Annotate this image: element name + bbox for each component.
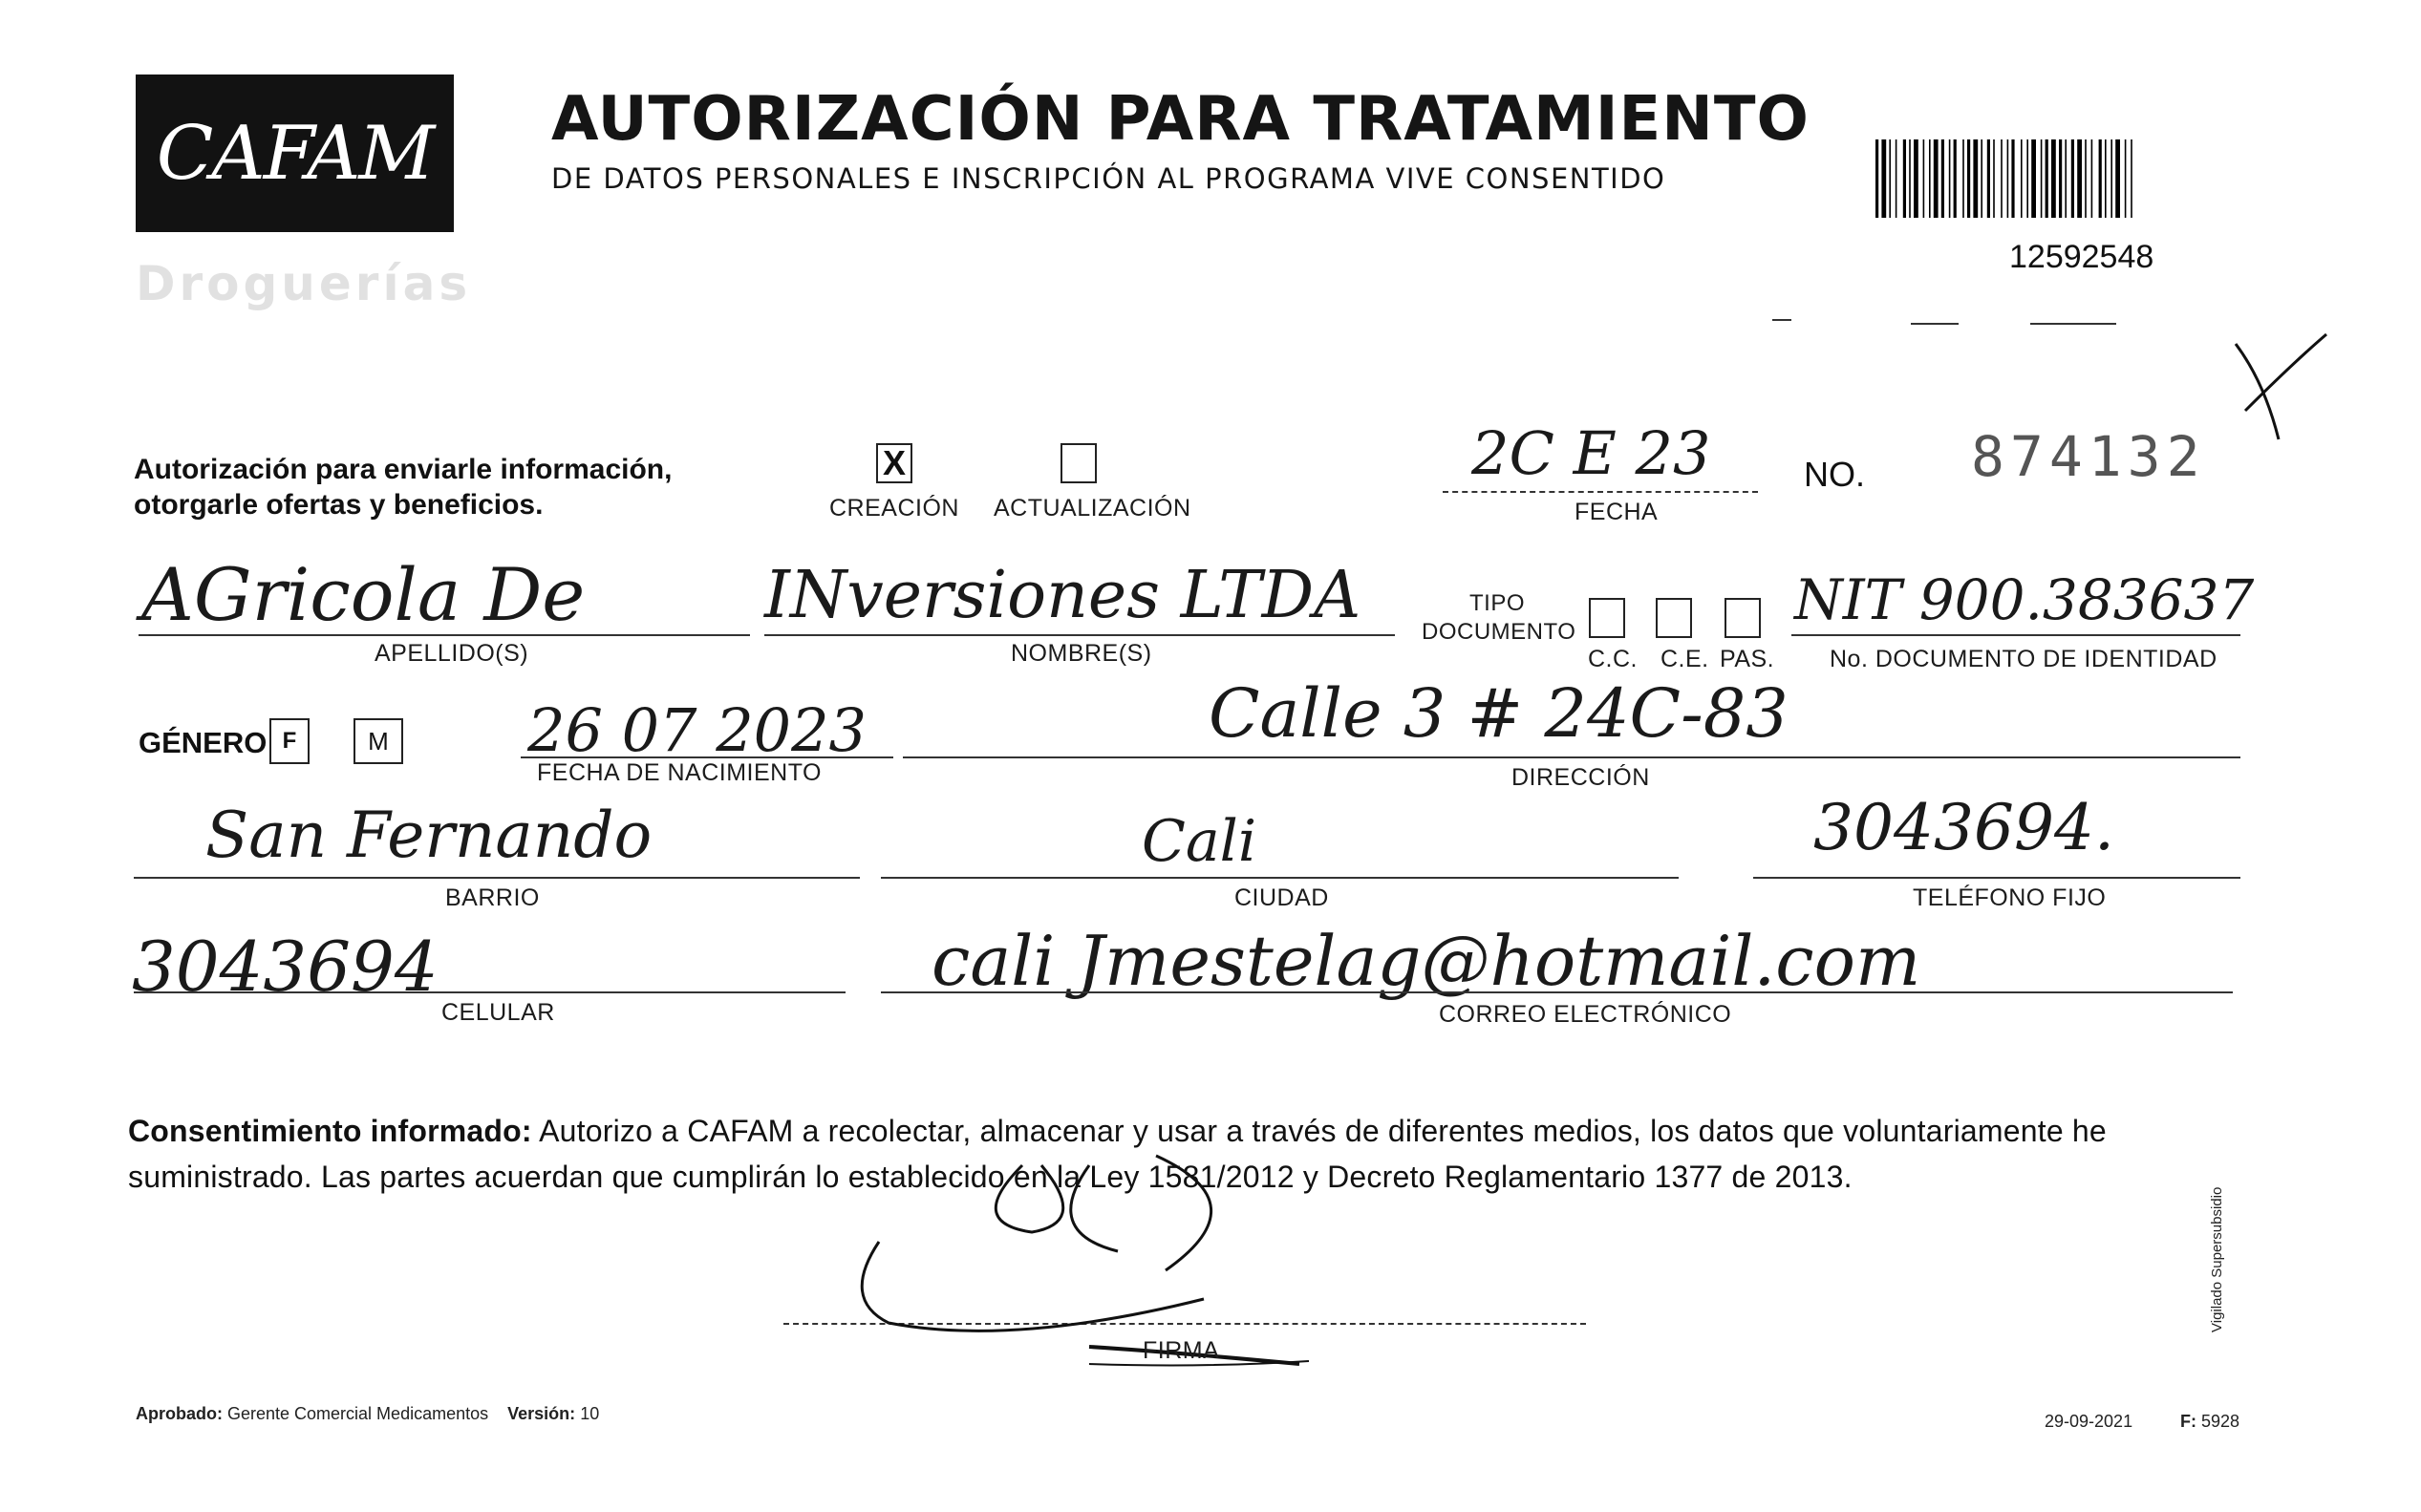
city-label: CIUDAD <box>1234 884 1329 911</box>
form-title: AUTORIZACIÓN PARA TRATAMIENTO <box>551 84 1810 155</box>
surname-label: APELLIDO(S) <box>375 640 529 667</box>
doc-type-label-1: TIPO <box>1469 590 1526 616</box>
address-value: Calle 3 # 24C-83 <box>1209 674 1789 753</box>
date-label: FECHA <box>1575 499 1659 525</box>
divider <box>1911 323 1959 325</box>
creation-check-mark: X <box>882 443 906 482</box>
date-line <box>1443 491 1758 493</box>
surname-line[interactable] <box>139 634 750 636</box>
update-label: ACTUALIZACIÓN <box>994 495 1191 522</box>
footer-approved <box>136 1404 599 1424</box>
email-label: CORREO ELECTRÓNICO <box>1439 1001 1732 1028</box>
authorization-text-1: Autorización para enviarle información, <box>134 454 673 485</box>
update-checkbox[interactable] <box>1061 443 1097 483</box>
gender-m-label: M <box>368 727 389 756</box>
version-label: Versión: <box>507 1404 576 1423</box>
logo-subtitle: Droguerías <box>136 256 472 311</box>
divider <box>1772 319 1791 321</box>
signature-label: FIRMA <box>1143 1337 1220 1364</box>
gender-m-checkbox[interactable] <box>354 718 403 764</box>
pas-label: PAS. <box>1720 646 1775 672</box>
form-label: F: <box>2180 1412 2196 1431</box>
ce-label: C.E. <box>1660 646 1709 672</box>
surname-value: AGricola De <box>141 552 586 637</box>
creation-label: CREACIÓN <box>829 495 959 522</box>
cafam-logo <box>136 75 454 232</box>
form-subtitle: DE DATOS PERSONALES E INSCRIPCIÓN AL PROGRAMA VIVE CONSENTIDO <box>551 162 1666 195</box>
phone-line[interactable] <box>1753 877 2240 879</box>
barrio-label: BARRIO <box>445 884 540 911</box>
phone-value: 3043694. <box>1813 791 2114 864</box>
cc-checkbox[interactable] <box>1589 598 1625 638</box>
side-vertical-text: Vigilado Supersubsidio <box>2209 1186 2225 1332</box>
footer-date: 29-09-2021 <box>2045 1412 2133 1431</box>
phone-label: TELÉFONO FIJO <box>1913 884 2107 911</box>
divider <box>2030 323 2116 325</box>
name-label: NOMBRE(S) <box>1011 640 1152 667</box>
form-number: 874132 <box>1971 424 2206 489</box>
logo-text: CAFAM <box>156 110 434 197</box>
birth-date-value: 26 07 2023 <box>527 695 867 765</box>
approved-value: Gerente Comercial Medicamentos <box>227 1404 489 1423</box>
signature-drawing <box>803 1127 1338 1385</box>
footer-form <box>2180 1412 2239 1432</box>
barrio-line[interactable] <box>134 877 860 879</box>
name-value: INversiones LTDA <box>764 558 1361 633</box>
gender-f-checkbox[interactable] <box>269 718 310 764</box>
barcode-number: 12592548 <box>2009 239 2154 275</box>
date-value: 2C E 23 <box>1471 418 1711 488</box>
authorization-text-2: otorgarle ofertas y beneficios. <box>134 489 544 521</box>
cc-label: C.C. <box>1588 646 1638 672</box>
birth-date-label: FECHA DE NACIMIENTO <box>537 759 822 786</box>
doc-number-value: NIT 900.383637 <box>1794 567 2255 632</box>
pas-checkbox[interactable] <box>1725 598 1761 638</box>
mobile-line[interactable] <box>134 991 846 993</box>
approved-label: Aprobado: <box>136 1404 223 1423</box>
barcode <box>1875 139 2253 218</box>
email-line[interactable] <box>881 991 2233 993</box>
number-label: NO. <box>1804 455 1866 494</box>
consent-body: Autorizo a CAFAM a recolectar, almacenar y usar a través de diferentes medios, los datos que voluntariamente he suministrado. Las partes acuerdan que cumplirán lo establecido en la Ley 1581/2012 y Decreto Reglamentario 1377 de 2013. <box>128 1114 2107 1194</box>
barrio-value: San Fernando <box>205 799 653 872</box>
city-value: Cali <box>1142 808 1257 875</box>
birth-date-line[interactable] <box>521 756 893 758</box>
gender-f-label: F <box>282 728 297 754</box>
doc-number-label: No. DOCUMENTO DE IDENTIDAD <box>1830 646 2217 672</box>
creation-checkbox[interactable] <box>876 443 912 483</box>
name-line[interactable] <box>764 634 1395 636</box>
mobile-value: 3043694 <box>132 926 439 1007</box>
address-label: DIRECCIÓN <box>1511 764 1650 791</box>
doc-type-label-2: DOCUMENTO <box>1422 619 1576 645</box>
check-mark-drawing <box>2226 325 2331 449</box>
form-value: 5928 <box>2201 1412 2240 1431</box>
city-line[interactable] <box>881 877 1679 879</box>
doc-number-line[interactable] <box>1791 634 2240 636</box>
ce-checkbox[interactable] <box>1656 598 1692 638</box>
gender-label: GÉNERO <box>139 726 268 759</box>
version-value: 10 <box>580 1404 600 1423</box>
email-value: cali Jmestelag@hotmail.com <box>932 921 1921 1001</box>
mobile-label: CELULAR <box>441 999 555 1026</box>
address-line[interactable] <box>903 756 2240 758</box>
consent-heading: Consentimiento informado: <box>128 1114 532 1148</box>
